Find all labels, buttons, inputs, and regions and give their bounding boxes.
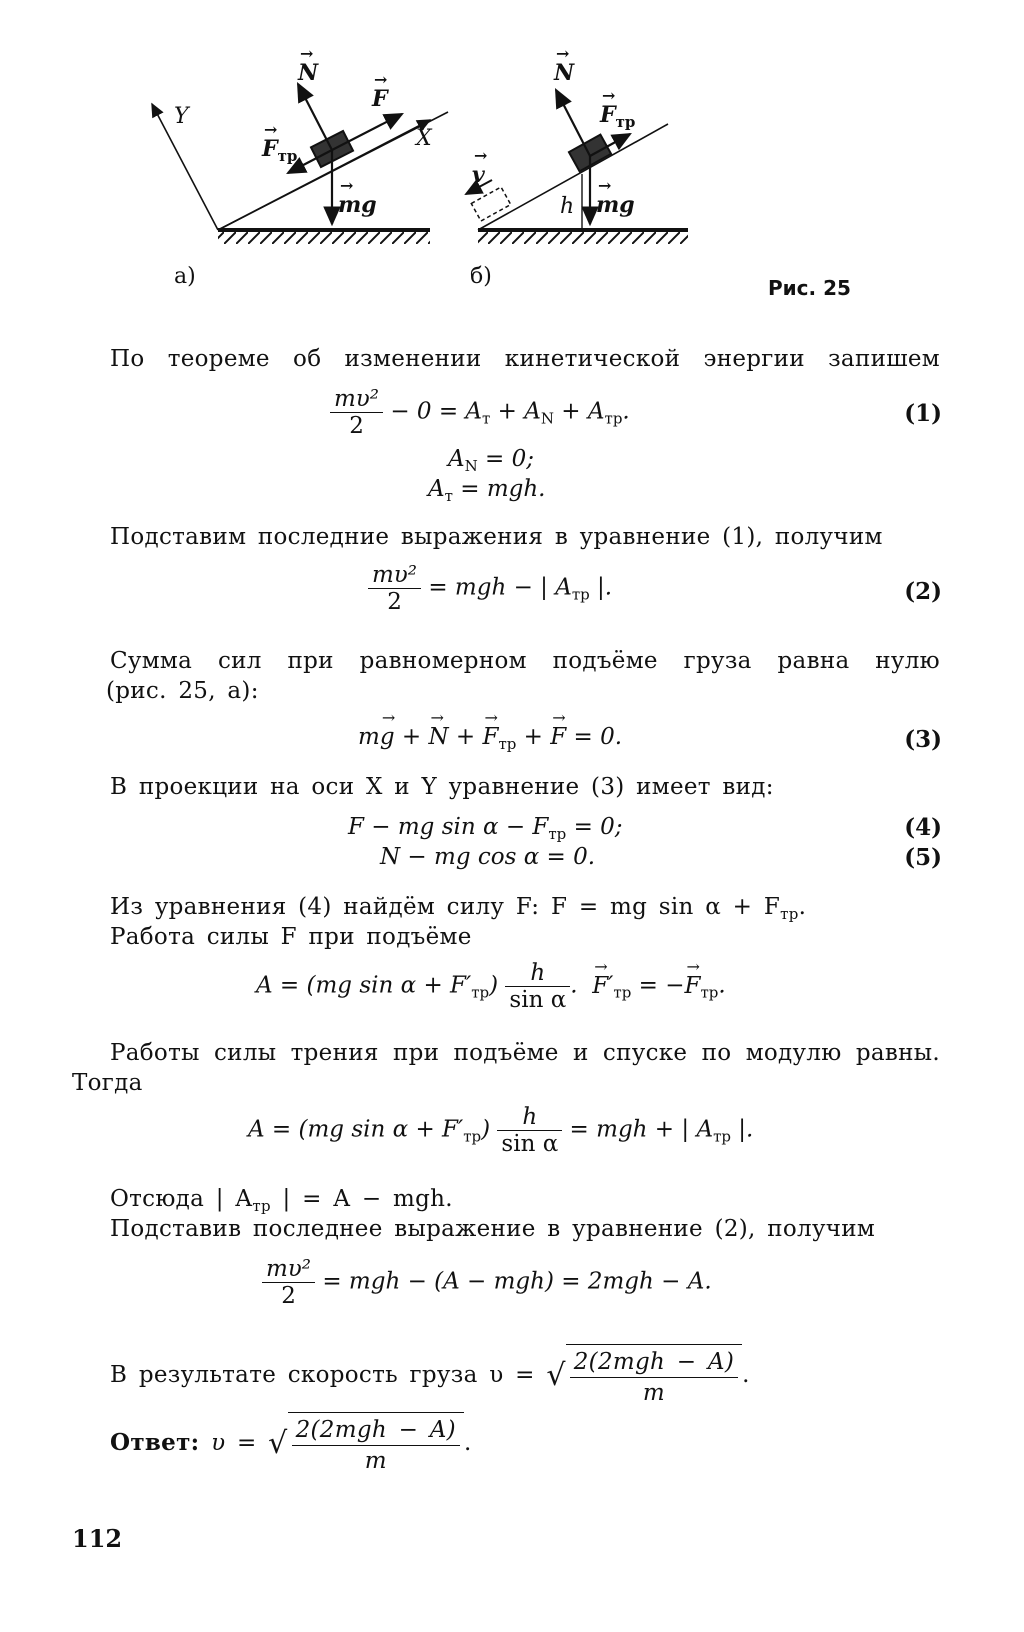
equation-work-F: A = (mg $\sin \alpha + F'_{тр}$) $\frac{h}{\text{sin α}}$ . → $F'_{тр}$ = −→ $F_{тр}$. — [256, 960, 726, 1013]
equation-1: $\frac{\text{mυ²}}{2}$ − $0 = A_т + A_N + A_{тр}$. — [330, 386, 630, 439]
answer: Ответ: υ = √ $\frac{\text{2(2mgh − A)}}{m}$ . — [110, 1412, 940, 1476]
diagram-a — [152, 84, 448, 244]
figure-caption: Рис. 25 — [768, 276, 851, 300]
paragraph-substitute: Подставим последние выражения в уравнение (1), получим — [110, 524, 883, 550]
equation-5: N − mg cos α = 0. — [380, 844, 596, 870]
label-v-b: → v — [472, 162, 485, 188]
label-mg-b: → mg — [596, 192, 635, 218]
label-Ftr-b: → $F_{тр}$ — [600, 102, 635, 131]
label-mg-a: → mg — [338, 192, 377, 218]
page-number: 112 — [72, 1524, 123, 1553]
equation-3-number: (3) — [904, 726, 942, 753]
paragraph-hence: Отсюда | $A_{тр}$ | = A − mgh. — [110, 1186, 453, 1215]
equation-4-number: (4) — [904, 814, 942, 841]
paragraph-friction-work-1: Работы силы трения при подъёме и спуске по модулю равны. — [110, 1040, 940, 1066]
equation-final-kinetic: $\frac{\text{mυ²}}{2}$ = mgh − (A − mgh) = 2mgh − A. — [262, 1256, 712, 1309]
paragraph-kinetic-theorem: По теореме об изменении кинетической энергии запишем — [110, 346, 940, 372]
label-Y-axis: Y — [174, 104, 189, 129]
equation-AT: $A_т$ = mgh. — [428, 476, 546, 505]
paragraph-substituting: Подставив последнее выражение в уравнение (2), получим — [110, 1216, 876, 1242]
paragraph-sum-forces-1: Сумма сил при равномерном подъёме груза равна нулю — [110, 648, 940, 674]
paragraph-sum-forces-2: (рис. 25, а): — [106, 678, 259, 704]
label-Ftr-a: → $F_{тр}$ — [262, 136, 297, 165]
paragraph-find-force: Из уравнения (4) найдём силу F: F = mg $\sin \alpha + F_{тр}$. — [110, 894, 807, 923]
diagram-b — [466, 90, 688, 244]
equation-3: m→ g + → N + → $F_{тр}$ + → F = 0. — [358, 724, 622, 753]
label-h-b: h — [560, 194, 575, 219]
equation-5-number: (5) — [904, 844, 942, 871]
paragraph-friction-work-2: Тогда — [72, 1070, 143, 1096]
paragraph-work-lift: Работа силы F при подъёме — [110, 924, 472, 950]
label-N-b: → N — [554, 60, 574, 86]
paragraph-result: В результате скорость груза υ = √ $\frac{\text{2(2mgh − A)}}{m}$ . — [110, 1344, 940, 1408]
subfigure-a-label: а) — [174, 264, 196, 289]
equation-2: $\frac{\text{mυ²}}{2}$ = mgh − | $A_{тр}$ |. — [368, 562, 612, 615]
equation-4: F − mg $\sin \alpha - F_{тр} = 0$; — [348, 814, 623, 843]
subfigure-b-label: б) — [470, 264, 492, 289]
equation-2-number: (2) — [904, 578, 942, 605]
figure-25 — [140, 40, 900, 320]
label-N-a: → N — [298, 60, 318, 86]
equation-1-number: (1) — [904, 400, 942, 427]
label-F-a: → F — [372, 86, 388, 112]
label-X-axis: X — [416, 126, 432, 151]
equation-AN: $A_N = 0$; — [448, 446, 535, 475]
paragraph-projection: В проекции на оси X и Y уравнение (3) имеет вид: — [110, 774, 774, 800]
equation-work-total: A = (mg $\sin \alpha + F'_{тр}$) $\frac{h}{\text{sin α}}$ = mgh + | $A_{тр}$ |. — [248, 1104, 754, 1157]
